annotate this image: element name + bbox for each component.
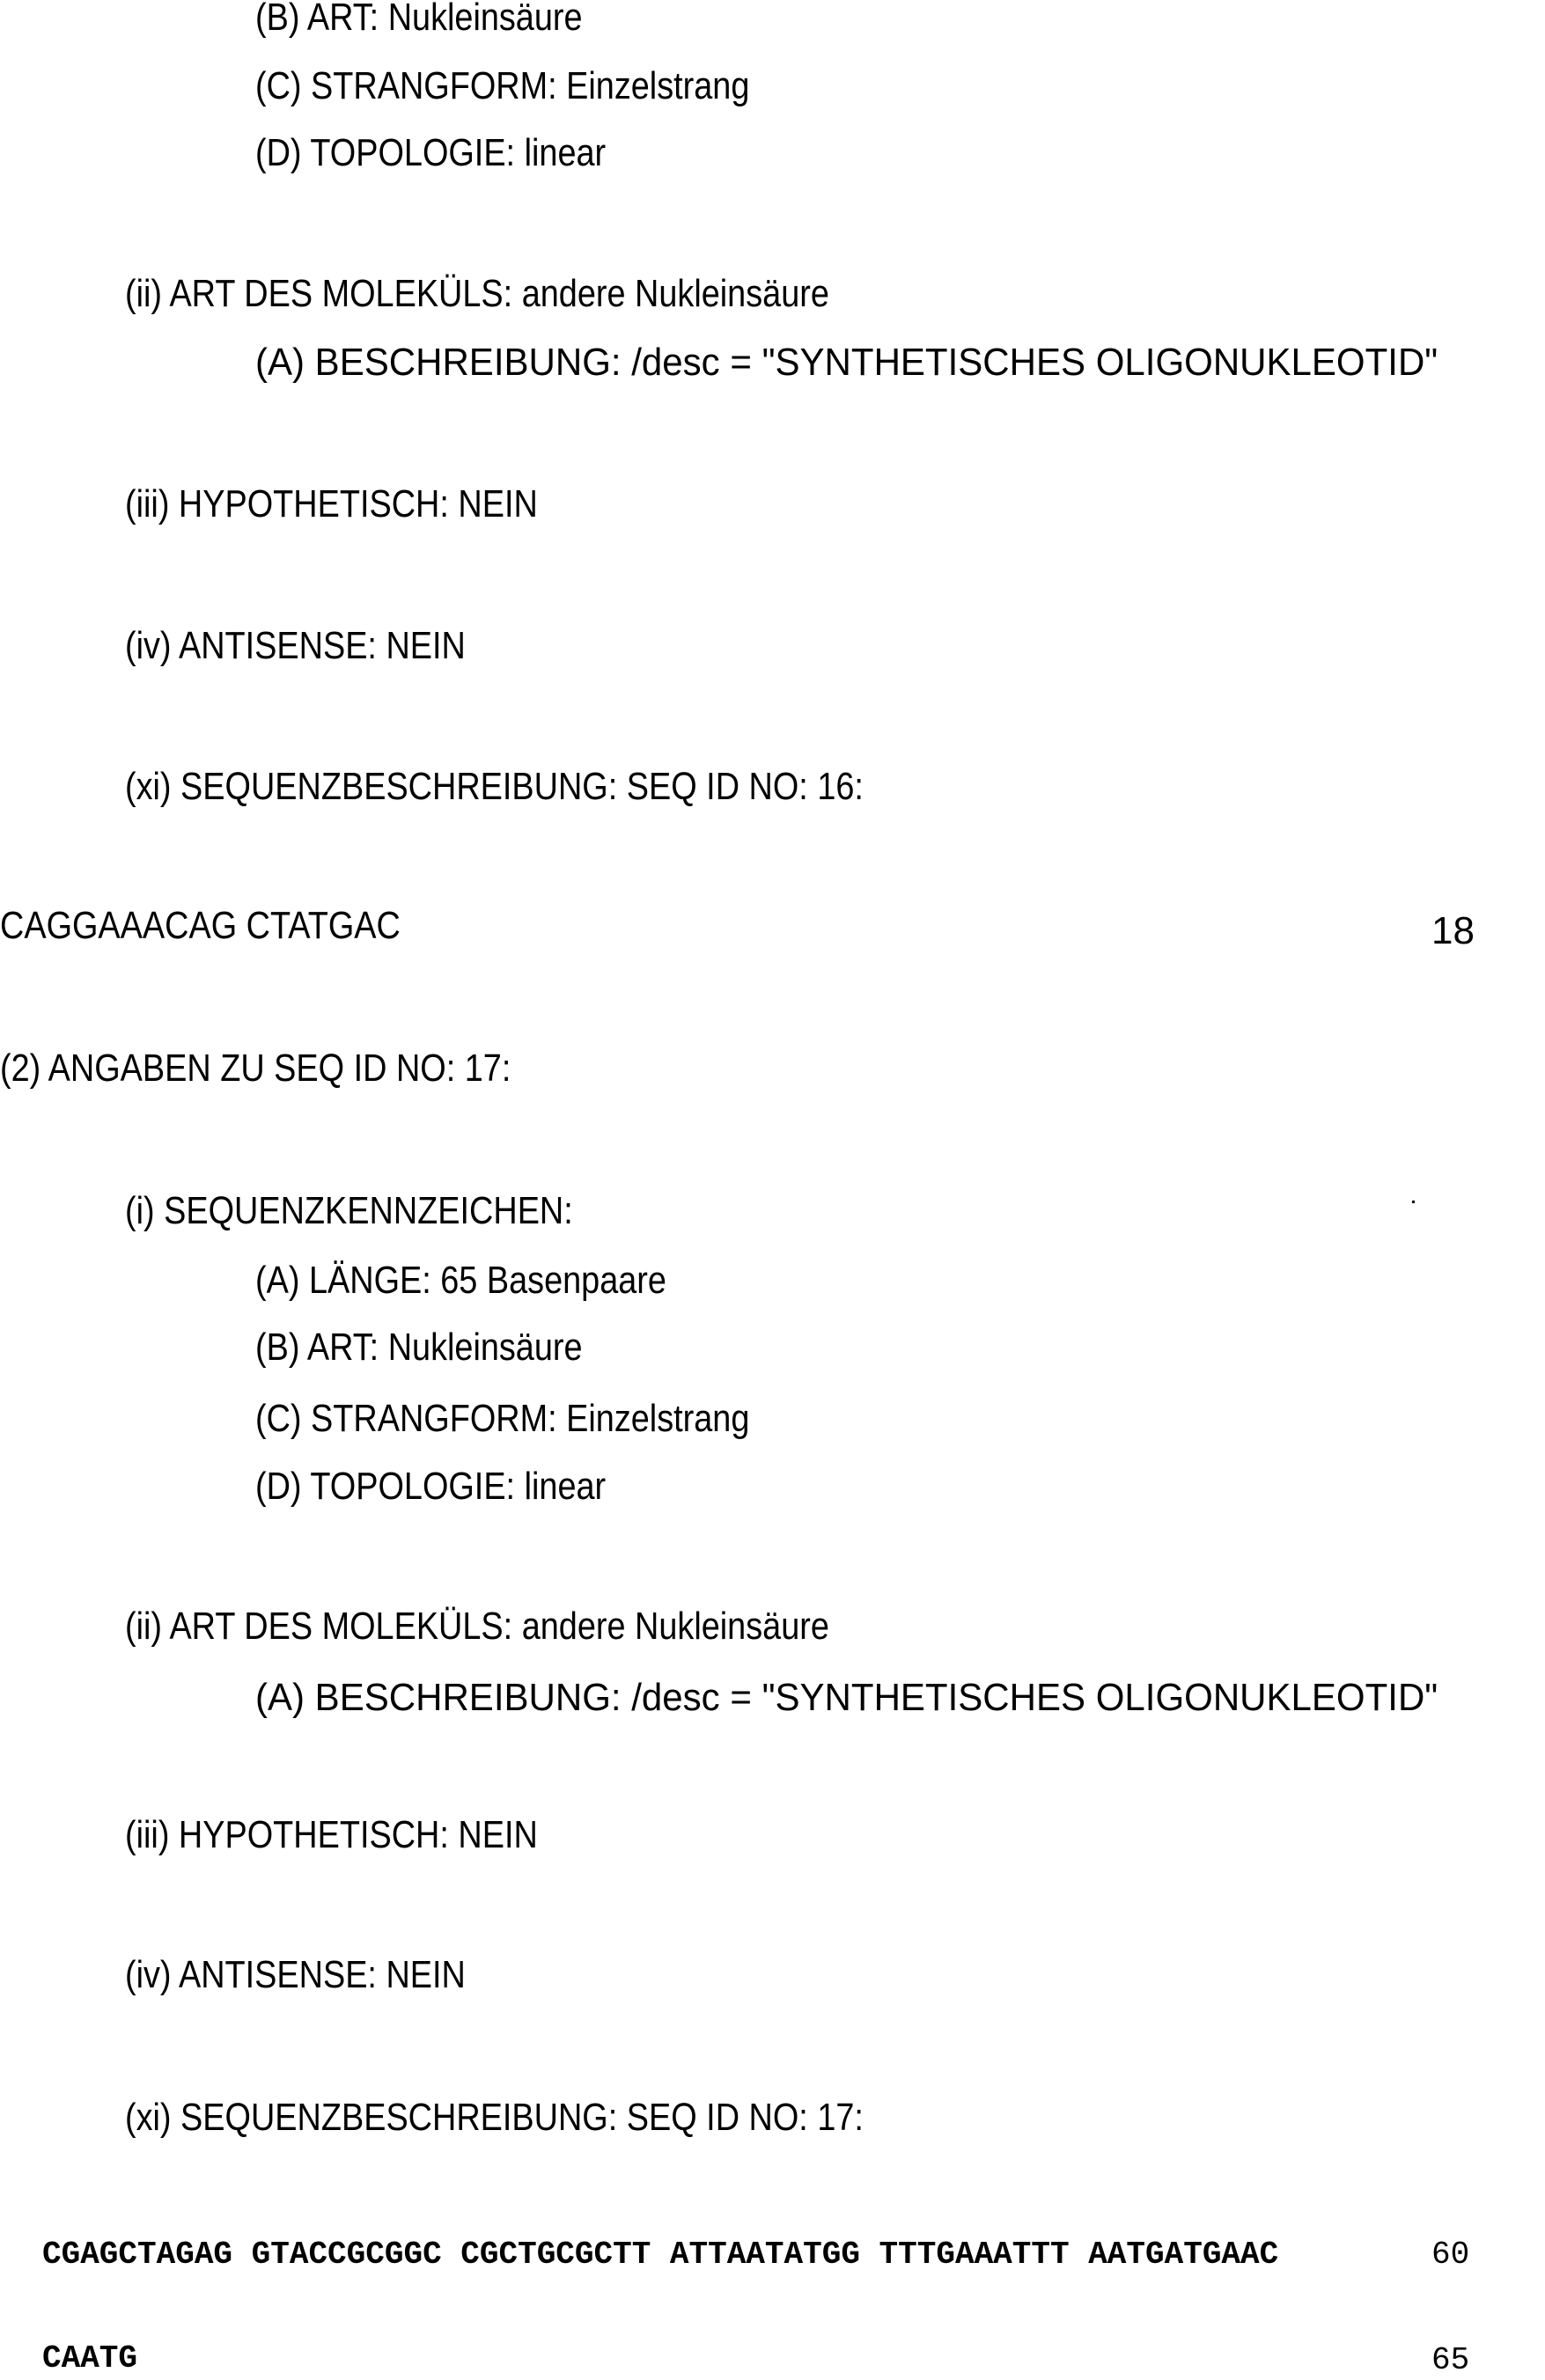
seq17-characteristics: (i) SEQUENZKENNZEICHEN: <box>125 1189 573 1232</box>
seq17-sequence-position-1: 60 <box>1431 2237 1470 2273</box>
seq17-molecule-type: (ii) ART DES MOLEKÜLS: andere Nukleinsäure <box>125 1605 829 1648</box>
seq16-antisense: (iv) ANTISENSE: NEIN <box>125 624 466 667</box>
seq16-sequence-position: 18 <box>1431 909 1475 952</box>
seq16-art: (B) ART: Nukleinsäure <box>255 0 583 39</box>
seq17-sequence-position-2: 65 <box>1431 2342 1470 2378</box>
seq16-sequence-description: (xi) SEQUENZBESCHREIBUNG: SEQ ID NO: 16: <box>125 765 864 808</box>
seq16-molecule-type: (ii) ART DES MOLEKÜLS: andere Nukleinsäure <box>125 272 829 315</box>
seq17-topologie: (D) TOPOLOGIE: linear <box>255 1465 607 1508</box>
seq16-hypothetical: (iii) HYPOTHETISCH: NEIN <box>125 482 538 525</box>
seq17-sequence-line-2: CAATG <box>42 2340 138 2376</box>
seq17-sequence-description: (xi) SEQUENZBESCHREIBUNG: SEQ ID NO: 17: <box>125 2096 864 2139</box>
seq17-antisense: (iv) ANTISENSE: NEIN <box>125 1953 466 1996</box>
seq16-topologie: (D) TOPOLOGIE: linear <box>255 131 607 174</box>
seq17-art: (B) ART: Nukleinsäure <box>255 1326 583 1369</box>
scan-speck <box>1412 1201 1415 1203</box>
seq16-description: (A) BESCHREIBUNG: /desc = "SYNTHETISCHES OLIGONUKLEOTID" <box>255 341 1438 384</box>
seq17-strangform: (C) STRANGFORM: Einzelstrang <box>255 1397 750 1440</box>
seq17-sequence-line-1: CGAGCTAGAG GTACCGCGGC CGCTGCGCTT ATTAATATGG TTTGAAATTT AATGATGAAC <box>42 2237 1279 2273</box>
seq16-strangform: (C) STRANGFORM: Einzelstrang <box>255 64 750 107</box>
seq17-header: (2) ANGABEN ZU SEQ ID NO: 17: <box>0 1047 511 1090</box>
seq17-hypothetical: (iii) HYPOTHETISCH: NEIN <box>125 1813 538 1856</box>
seq16-sequence-line: CAGGAAACAG CTATGAC <box>0 904 401 947</box>
seq17-length: (A) LÄNGE: 65 Basenpaare <box>255 1259 666 1302</box>
seq17-description: (A) BESCHREIBUNG: /desc = "SYNTHETISCHES OLIGONUKLEOTID" <box>255 1676 1438 1719</box>
